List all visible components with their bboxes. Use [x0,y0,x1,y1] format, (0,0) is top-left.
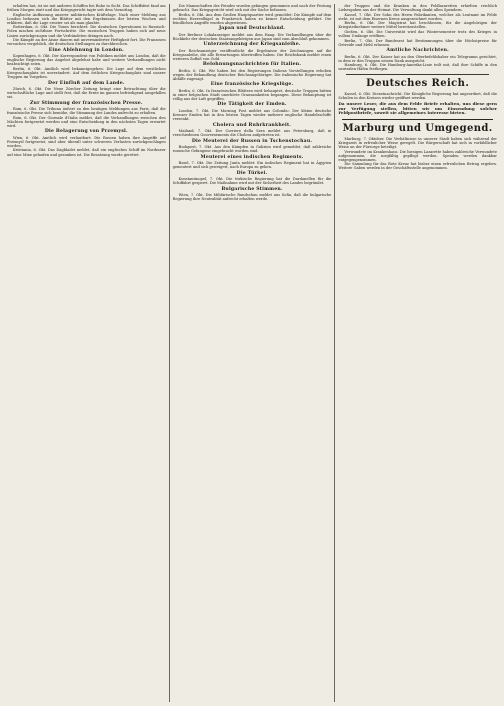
article-paragraph: Kassel, 6. Okt. Dienstnachricht. Die Königliche Regierung hat angeordnet, daß die Schulen in den Kreisen wieder geöffnet werden. [338,92,498,101]
column-2 [169,4,335,702]
article-paragraph: Englische Auffassung unserer militärischen Kräftelage. Nach einer Meldung aus London befassen sich die Blätter mit den Ergebnissen der letzten Wochen und erklären, daß die Lage ernster sei als man glaubte. [7,12,166,25]
article-paragraph: Gießen, 6. Okt. Die Universität wird das Wintersemester trotz des Krieges in vollem Umfange eröffnen. [338,30,498,39]
section-heading: Die Tätigkeit der Emden. [217,102,287,108]
article-paragraph: Hamburg, 6. Okt. Die Hamburg-Amerika-Linie teilt mit, daß ihre Schiffe in den neutralen Häfen festliegen. [338,63,498,72]
article-paragraph: Die Kämpfe an der Aisne dauern mit unverminderter Heftigkeit fort. Die Franzosen versuchen vergeblich, die deutschen Stellungen zu durchbrechen. [7,38,166,47]
section-heading: Unterzeichnung der Kriegsanleihe. [203,42,301,48]
major-heading: Deutsches Reich. [366,78,470,90]
article-paragraph: Berlin, 6. Okt. Amtlich wird bekanntgegeben: Die Lage auf dem westlichen Kriegsschauplatz ist unverändert. Auf dem östlichen Kriegsschauplatz sind unsere Truppen im Vorgehen. [7,66,166,79]
section-heading: Die Türkei. [236,170,268,176]
article-paragraph: Konstantinopel, 7. Okt. Die türkische Regierung hat die Dardanellen für die Schiffahrt gesperrt. Die Maßnahme wird mit der Sicherheit des Landes begründet. [172,176,332,185]
article-paragraph: Rom, 6. Okt. Die Tribuna äußert zu den heutigen Meldungen aus Paris, daß die französische Presse sich bemühe, die Stimmung des Landes aufrecht zu erhalten. [7,106,166,116]
divider [346,74,489,75]
article-paragraph: Berlin, 6. Okt. Wir haben bei den Regierungen Italiens Vorstellungen erhoben wegen der Behandlung deutscher Reichsangehöriger. Die italienische Regierung hat Abhilfe zugesagt. [172,68,332,81]
article-paragraph: Kristiania, 6. Okt. Das Dagbladet meldet, daß ein englisches Schiff im Nordmeer auf eine Mine gelaufen und gesunken ist. Die Besatzung wurde gerettet. [7,148,166,157]
article-paragraph: Rom, 6. Okt. Der Giornale d'Italia meldet, daß die Verhandlungen zwischen den Mächten fortgesetzt werden und eine Entscheidung in den nächsten Tagen erwartet wird. [7,115,166,128]
article-paragraph: Kopenhagen, 6. Okt. Der Korrespondent von Politiken meldet aus London, daß die englische Regierung das Angebot abgelehnt habe und weitere Verhandlungen nicht beabsichtigt seien. [7,54,166,67]
article-paragraph: erhalten hat, ist sie mit anderen Schiffen bei Ruhe in Sicht. Das Schiffsfest fand am frühen Morgen statt und das Kriegsgericht tagte seit dem Vormittag. [7,4,166,13]
major-heading: Marburg und Umgegend. [342,122,493,134]
section-heading: Eine französische Kriegslüge. [210,82,294,88]
section-heading: Japan und Deutschland. [218,26,286,32]
section-heading: Die Meuterei der Russen in Tschenstochau. [191,138,313,144]
notice-box: Da unsere Leser, die aus dem Felde Briefe erhalten, uns diese gern zur Verfügung stellen, bitten wir um Einsendung solcher Feldpostbriefe, soweit sie allgemeines Interesse bieten. [338,101,498,116]
article-paragraph: Mailand, 7. Okt. Der Corriere della Sera meldet aus Petersburg, daß in verschiedenen Gouvernements die Cholera aufgetreten ist. [172,128,332,137]
article-paragraph: Wien, 7. Okt. Die Militärische Rundschau meldet aus Sofia, daß die bulgarische Regierung ihre Neutralität aufrecht erhalten werde. [172,192,332,201]
column-3 [334,4,500,702]
article-paragraph: Kassel, 7. Okt. Der Sohn des Herrn Fabrikanten, welcher als Leutnant im Felde steht, ist mit dem Eisernen Kreuz ausgezeichnet worden. [338,12,498,21]
section-heading: Eine Ablehnung in London. [48,47,124,53]
divider [342,119,493,120]
article-paragraph: Wien, 6. Okt. Amtlich wird verlautbart: Die Russen haben ihre Angriffe auf Przemysl fortgesetzt, sind aber überall unter schweren Verlusten zurückgeschlagen worden. [7,135,166,148]
article-paragraph: Basel, 7. Okt. Die Zeitung Junta meldet: Ein indisches Regiment hat in Ägypten gemeutert und sich geweigert, nach Europa zu gehen. [172,160,332,169]
newspaper-columns [4,4,500,702]
article-paragraph: Die Sammlung für das Rote Kreuz hat bisher einen erfreulichen Betrag ergeben. Weitere Gaben werden in der Geschäftsstelle angenommen. [338,162,498,171]
article-paragraph: Budapest, 7. Okt. Aus den Kämpfen in Galizien wird gemeldet, daß zahlreiche russische Gefangene eingebracht worden sind. [172,144,332,153]
section-heading: Die Belagerung von Przemysl. [44,129,128,135]
article-paragraph: Berlin, 7. Okt. Der Bundesrat hat Bestimmungen über die Höchstpreise für Getreide und Mehl erlassen. [338,38,498,47]
article-paragraph: Marburg, 7. Oktober. Die Verhältnisse in unserer Stadt haben sich während der Kriegszeit in erfreulicher Weise geregelt. Die Bürgerschaft hat sich in vorbildlicher Weise an der Fürsorge beteiligt. [338,136,498,149]
section-heading: Der Einfluß auf dem Lande. [48,80,125,86]
section-heading: Zur Stimmung der französischen Presse. [30,100,143,106]
section-heading: Amtliche Nachrichten. [386,48,449,54]
section-heading: Cholera und Ruhrkrankheit. [212,122,292,128]
article-paragraph: Berlin, 6. Okt. Aus dem Großen Hauptquartier wird gemeldet: Die Kämpfe auf dem rechten Heeresflügel in Frankreich haben zu keiner Entscheidung geführt. Die feindlichen Angriffe wurden abgewiesen. [172,12,332,25]
article-paragraph: London, 7. Okt. Die Morning Post meldet aus Colombo: Der kleine deutsche Kreuzer Emden hat in den letzten Tagen wieder mehrere englische Handelsschiffe versenkt. [172,108,332,121]
section-heading: Bulgarische Stimmen. [221,186,283,192]
article-paragraph: Rotterdam, 6. Okt. Die Times berichtet: Die deutschen Operationen in Russisch-Polen machen sichtbare Fortschritte. Die russischen Truppen haben sich auf neue Linien zurückgezogen und die Verbündeten drängen nach. [7,25,166,38]
article-paragraph: Berlin, 6. Okt. Der Kaiser hat an den Oberbefehlshaber ein Telegramm gerichtet, in dem er den Truppen seinen Dank ausspricht. [338,54,498,63]
article-paragraph: Verwundete im Krankenhaus. Die hiesigen Lazarette haben zahlreiche Verwundete aufgenommen, die sorgfältig gepflegt werden. Spenden werden dankbar entgegengenommen. [338,149,498,162]
article-paragraph: Die Mannschaften des Feindes wurden gefangen genommen und nach der Festung gebracht. Das Kriegsgericht wird sich mit der Sache befassen. [172,4,332,13]
article-paragraph: Berlin, 6. Okt. In französischen Blättern wird behauptet, deutsche Truppen hätten in einer belgischen Stadt unerhörte Grausamkeiten begangen. Diese Behauptung ist völlig aus der Luft gegriffen. [172,88,332,101]
article-paragraph: der Truppen und die Kranken in den Feldlazaretten erhielten reichlich Liebesgaben aus der Heimat. Die Verwaltung dankt allen Spendern. [338,4,498,13]
article-paragraph: Berlin, 6. Okt. Der Magistrat hat beschlossen, für die Angehörigen der Kriegsteilnehmer weitere Mittel bereitzustellen. [338,21,498,30]
article-paragraph: Der Berliner Lokalanzeiger meldet aus dem Haag: Die Verhandlungen über die Rückkehr der deutschen Staatsangehörigen aus Japan sind zum Abschluß gekommen. [172,32,332,41]
section-heading: Meuterei eines indischen Regiments. [200,154,304,160]
section-heading: Belohnungsnachrichten für Italien. [202,62,302,68]
article-paragraph: Zürich, 6. Okt. Die Neue Zürcher Zeitung bringt eine Betrachtung über die wirtschaftliche Lage und stellt fest, daß die Ernte im ganzen befriedigend ausgefallen sei. [7,86,166,100]
article-paragraph: Der Reichsanzeiger veröffentlicht die Ergebnisse der Zeichnungen auf die Kriegsanleihe, die alle Erwartungen übertroffen haben. Die Reichsbank meldet einen weiteren Zufluß von Gold. [172,48,332,61]
column-1 [4,4,169,702]
